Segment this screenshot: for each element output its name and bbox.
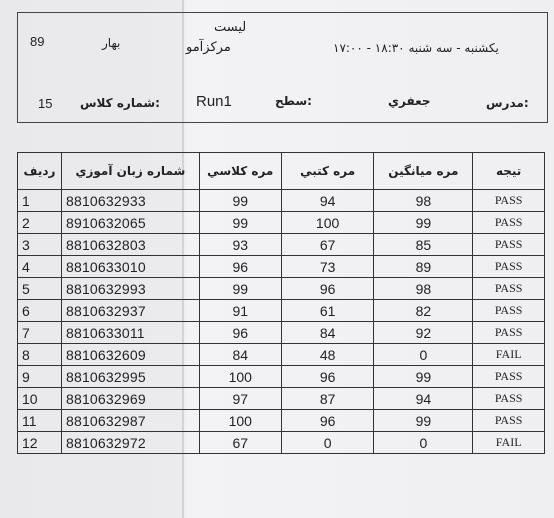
cell-result: FAIL [473, 432, 545, 454]
cell-oral: 99 [199, 190, 281, 212]
cell-written: 73 [281, 256, 374, 278]
cell-average: 98 [374, 190, 473, 212]
cell-row-id: 9 [18, 366, 62, 388]
table-row [18, 212, 545, 234]
cell-student-no: 8810633010 [61, 256, 199, 278]
level-label: سطح: [275, 94, 312, 108]
cell-average: 99 [374, 366, 473, 388]
cell-written: 94 [281, 190, 374, 212]
cell-row-id: 4 [18, 256, 62, 278]
cell-average: 89 [374, 256, 473, 278]
cell-average: 99 [374, 410, 473, 432]
cell-oral: 91 [199, 300, 281, 322]
cell-oral: 67 [199, 432, 281, 454]
col-header-average: مره ميانگين [374, 153, 473, 190]
table-row [18, 344, 545, 366]
cell-student-no: 8910632065 [61, 212, 199, 234]
cell-result: PASS [473, 212, 545, 234]
cell-result: PASS [473, 256, 545, 278]
cell-student-no: 8810632972 [61, 432, 199, 454]
cell-result: PASS [473, 322, 545, 344]
cell-student-no: 8810632609 [61, 344, 199, 366]
cell-result: PASS [473, 190, 545, 212]
cell-oral: 99 [199, 278, 281, 300]
cell-written: 67 [281, 234, 374, 256]
cell-row-id: 8 [18, 344, 62, 366]
cell-written: 48 [281, 344, 374, 366]
cell-row-id: 1 [18, 190, 62, 212]
cell-average: 0 [374, 432, 473, 454]
cell-written: 100 [281, 212, 374, 234]
cell-student-no: 8810632937 [61, 300, 199, 322]
cell-row-id: 10 [18, 388, 62, 410]
cell-result: PASS [473, 388, 545, 410]
cell-student-no: 8810633011 [61, 322, 199, 344]
table-row [18, 366, 545, 388]
term-count: 89 [30, 34, 45, 49]
cell-oral: 97 [199, 388, 281, 410]
table-row [18, 300, 545, 322]
cell-row-id: 7 [18, 322, 62, 344]
class-number: 15 [38, 96, 53, 111]
cell-oral: 93 [199, 234, 281, 256]
cell-result: PASS [473, 410, 545, 432]
cell-row-id: 11 [18, 410, 62, 432]
cell-row-id: 2 [18, 212, 62, 234]
cell-average: 85 [374, 234, 473, 256]
cell-student-no: 8810632993 [61, 278, 199, 300]
cell-average: 94 [374, 388, 473, 410]
cell-average: 0 [374, 344, 473, 366]
table-row [18, 432, 545, 454]
cell-student-no: 8810632987 [61, 410, 199, 432]
teacher-label: مدرس: [486, 96, 529, 110]
table-row [18, 322, 545, 344]
cell-oral: 96 [199, 256, 281, 278]
level-value: Run1 [196, 93, 232, 110]
table-row [18, 234, 545, 256]
cell-written: 96 [281, 410, 374, 432]
cell-row-id: 12 [18, 432, 62, 454]
cell-result: PASS [473, 234, 545, 256]
cell-row-id: 5 [18, 278, 62, 300]
cell-oral: 96 [199, 322, 281, 344]
cell-result: PASS [473, 300, 545, 322]
col-header-written: مره كتبي [281, 153, 374, 190]
cell-written: 96 [281, 366, 374, 388]
list-title: لیست [214, 20, 247, 35]
cell-result: PASS [473, 278, 545, 300]
cell-student-no: 8810632969 [61, 388, 199, 410]
center-label: مرکزآمو [186, 40, 231, 55]
cell-oral: 100 [199, 366, 281, 388]
cell-row-id: 6 [18, 300, 62, 322]
cell-written: 87 [281, 388, 374, 410]
cell-written: 84 [281, 322, 374, 344]
cell-student-no: 8810632803 [61, 234, 199, 256]
table-row [18, 278, 545, 300]
table-row [18, 256, 545, 278]
cell-average: 98 [374, 278, 473, 300]
cell-written: 0 [281, 432, 374, 454]
class-number-label: شماره کلاس: [80, 96, 160, 110]
table-row [18, 388, 545, 410]
cell-average: 82 [374, 300, 473, 322]
cell-student-no: 8810632933 [61, 190, 199, 212]
cell-student-no: 8810632995 [61, 366, 199, 388]
class-schedule: یکشنبه - سه شنبه ۱۸:۳۰ - ۱۷:۰۰ [333, 41, 499, 55]
col-header-oral: مره كلاسي [199, 153, 281, 190]
term-name: بهار [102, 36, 121, 50]
cell-average: 92 [374, 322, 473, 344]
col-header-student-no: شماره زبان آموزي [61, 153, 199, 190]
col-header-result: تيجه [473, 153, 545, 190]
cell-average: 99 [374, 212, 473, 234]
cell-result: PASS [473, 366, 545, 388]
cell-row-id: 3 [18, 234, 62, 256]
table-header-row [18, 153, 545, 190]
teacher-name: جعفري [388, 94, 431, 108]
cell-written: 96 [281, 278, 374, 300]
cell-oral: 99 [199, 212, 281, 234]
table-row [18, 190, 545, 212]
cell-result: FAIL [473, 344, 545, 366]
table-row [18, 410, 545, 432]
cell-written: 61 [281, 300, 374, 322]
cell-oral: 100 [199, 410, 281, 432]
cell-oral: 84 [199, 344, 281, 366]
grades-table [17, 152, 545, 454]
col-header-row: رديف [18, 153, 62, 190]
